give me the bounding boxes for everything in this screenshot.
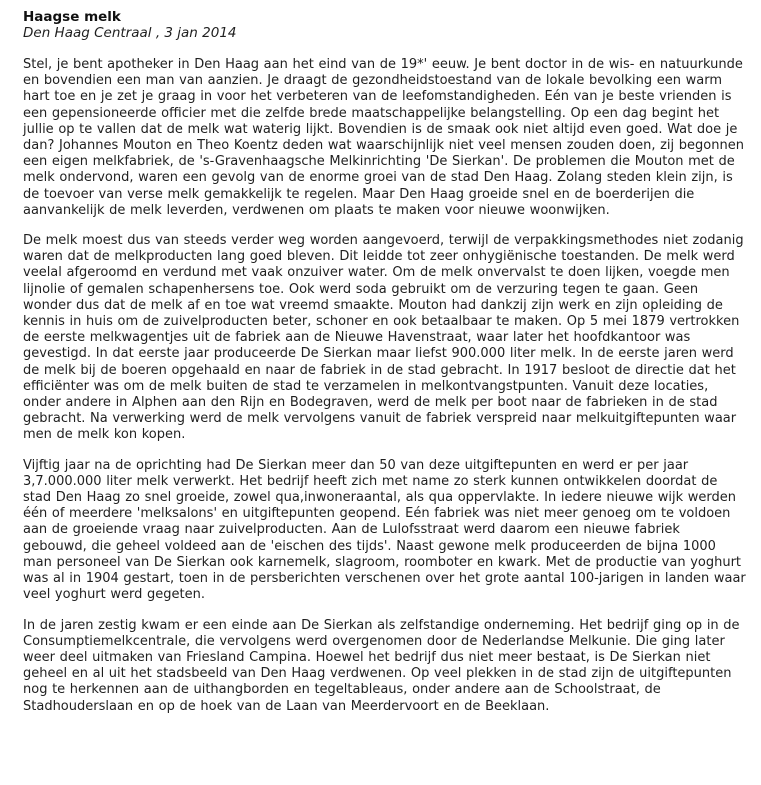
article-paragraph-4: In de jaren zestig kwam er een einde aan De Sierkan als zelfstandige onderneming. Het bedrijf ging op in de Consumptiemelkcentrale, die vervolgens werd overgenomen door de Nederlandse Melkunie. Die ging later weer deel uitmaken van Friesland Campina. Hoewel het bedrijf dus niet meer bestaat, is De Sierkan niet geheel en al uit het stadsbeeld van Den Haag verdwenen. Op veel plekken in de stad zijn de uitgiftepunten nog te herkennen aan de uithangborden en tegeltableaus, onder andere aan de Schoolstraat, de Stadhouderslaan en op de hoek van de Laan van Meerdervoort en de Beeklaan. [23, 617, 740, 714]
article-title: Haagse melk [23, 9, 121, 25]
article-paragraph-3: Vijftig jaar na de oprichting had De Sierkan meer dan 50 van deze uitgiftepunten en werd er per jaar 3,7.000.000 liter melk verwerkt. Het bedrijf heeft zich met name zo sterk kunnen ontwikkelen doordat de stad Den Haag zo snel groeide, zowel qua,inwoneraantal, als qua oppervlakte. In iedere nieuwe wijk werden één of meerdere 'melksalons' en uitgiftepunten geopend. Eén fabriek was niet meer genoeg om te voldoen aan de groeiende vraag naar zuivelproducten. Aan de Lulofsstraat werd daarom een nieuwe fabriek gebouwd, die geheel voldeed aan de 'eischen des tijds'. Naast gewone melk produceerden de bijna 1000 man personeel van De Sierkan ook karnemelk, slagroom, roomboter en kwark. Met de productie van yoghurt was al in 1904 gestart, toen in de persberichten verschenen over het grote aantal 100-jarigen in landen waar veel yoghurt werd gegeten. [23, 457, 746, 603]
article-byline: Den Haag Centraal , 3 jan 2014 [23, 25, 237, 41]
article-paragraph-2: De melk moest dus van steeds verder weg worden aangevoerd, terwijl de verpakkingsmethodes niet zodanig waren dat de melkproducten lang goed bleven. Dit leidde tot zeer onhygiënische toestanden. De melk werd veelal afgeroomd en verdund met vaak onzuiver water. Om de melk onvervalst te doen lijken, voegde men lijnolie of gemalen schapenhersens toe. Ook werd soda gebruikt om de verzuring tegen te gaan. Geen wonder dus dat de melk af en toe wat vreemd smaakte. Mouton had dankzij zijn werk en zijn opleiding de kennis in huis om de zuivelproducten beter, schoner en ook betaalbaar te maken. Op 5 mei 1879 vertrokken de eerste melkwagentjes uit de fabriek aan de Nieuwe Havenstraat, waar later het hoofdkantoor was gevestigd. In dat eerste jaar produceerde De Sierkan maar liefst 900.000 liter melk. In de eerste jaren werd de melk bij de boeren opgehaald en naar de fabriek in de stad gebracht. In 1917 besloot de directie dat het efficiënter was om de melk buiten de stad te verzamelen in melkontvangstpunten. Vanuit deze locaties, onder andere in Alphen aan den Rijn en Bodegraven, werd de melk per boot naar de fabrieken in de stad gebracht. Na verwerking werd de melk vervolgens vanuit de fabriek verspreid naar melkuitgiftepunten waar men de melk kon kopen. [23, 233, 744, 443]
article-paragraph-1: Stel, je bent apotheker in Den Haag aan het eind van de 19*' eeuw. Je bent doctor in de wis- en natuurkunde en bovendien een man van aanzien. Je draagt de gezondheidstoestand van de lokale bevolking een warm hart toe en je zet je graag in voor het verbeteren van de leefomstandigheden. Eén van je beste vrienden is een gepensioneerde officier met die zelfde brede maatschappelijke belangstelling. Op een dag begint het jullie op te vallen dat de melk wat waterig lijkt. Bovendien is de smaak ook niet altijd even goed. Wat doe je dan? Johannes Mouton en Theo Koentz deden wat waarschijnlijk niet veel mensen zouden doen, zij begonnen een eigen melkfabriek, de 's-Gravenhaagsche Melkinrichting 'De Sierkan'. De problemen die Mouton met de melk ondervond, waren een gevolg van de enorme groei van de stad Den Haag. Zolang steden klein zijn, is de toevoer van verse melk gemakkelijk te regelen. Maar Den Haag groeide snel en de boerderijen die aanvankelijk de melk leverden, verdwenen om plaats te maken voor nieuwe woonwijken. [23, 57, 744, 218]
